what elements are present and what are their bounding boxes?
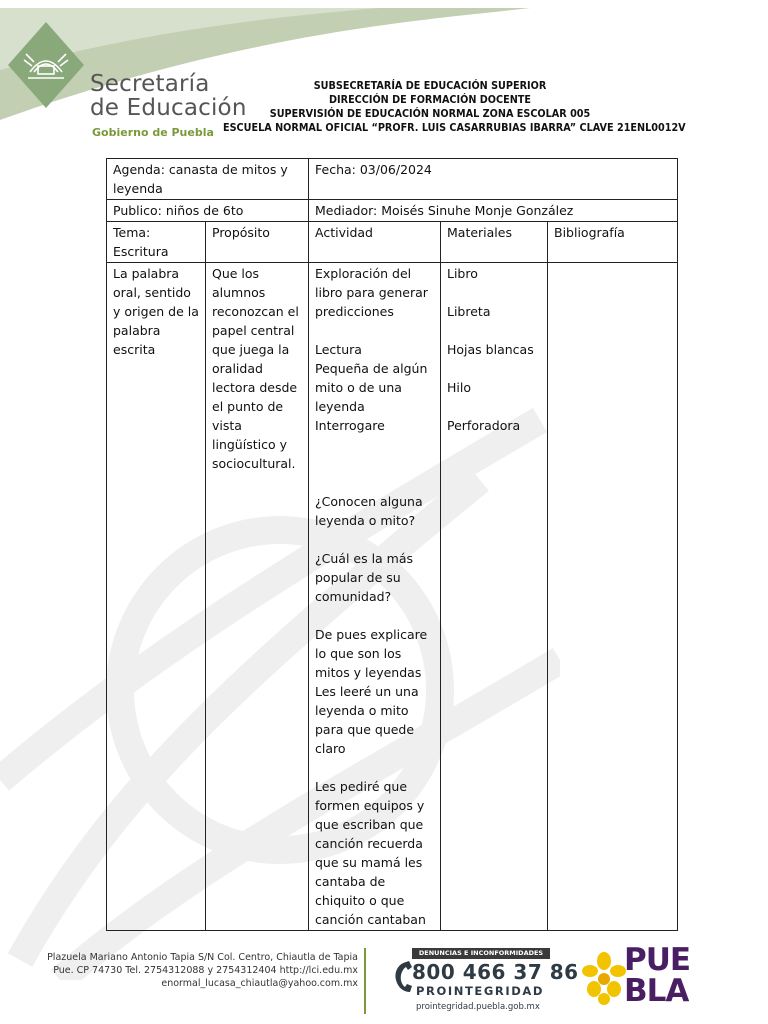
prointegridad-top-label: DENUNCIAS E INCONFORMIDADES — [412, 948, 550, 959]
proposito-text: Que los alumnos reconozcan el papel central que juega la oralidad lectora desde el punto de vista lingüístico y sociocultural. — [212, 266, 299, 471]
fecha-cell: Fecha: 03/06/2024 — [309, 159, 678, 200]
header-line-3: SUPERVISIÓN DE EDUCACIÓN NORMAL ZONA ESCOLAR 005 — [269, 108, 591, 120]
header-line-4: ESCUELA NORMAL OFICIAL “PROFR. LUIS CASARRUBIAS IBARRA” CLAVE 21ENL0012V — [223, 122, 686, 134]
footer-address: Plazuela Mariano Antonio Tapia S/N Col. Centro, Chiautla de Tapia Pue. CP 74730 Tel. 2754312088 y 2754312404 http://lci.edu.mx enormal_lucasa_chiautla@yahoo.com.mx — [47, 952, 358, 989]
tema-text: La palabra oral, sentido y origen de la palabra escrita — [113, 266, 199, 357]
puebla-wordmark — [624, 942, 691, 1009]
table-row — [107, 263, 678, 931]
puebla-wordmark-top: PUE — [624, 942, 691, 978]
secretaria-logo-icon — [6, 20, 86, 110]
puebla-wordmark-bottom: BLA — [624, 973, 689, 1009]
mediador-cell: Mediador: Moisés Sinuhe Monje González — [309, 200, 678, 222]
table-row — [107, 159, 678, 200]
puebla-logo — [580, 942, 700, 1015]
header-line-1: SUBSECRETARÍA DE EDUCACIÓN SUPERIOR — [313, 80, 547, 92]
header-line-2: DIRECCIÓN DE FORMACIÓN DOCENTE — [329, 94, 531, 106]
proposito-cell — [206, 263, 309, 931]
publico-cell: Publico: niños de 6to — [107, 200, 309, 222]
bibliografia-cell — [548, 263, 678, 931]
header-proposito: Propósito — [206, 222, 309, 263]
agenda-cell: Agenda: canasta de mitos y leyenda — [107, 159, 309, 200]
header-tema — [107, 222, 206, 263]
materiales-cell — [441, 263, 548, 931]
prointegridad-name: PROINTEGRIDAD — [416, 984, 545, 998]
secretaria-line-2: de Educación — [90, 95, 247, 121]
secretaria-line-1: Secretaría — [90, 71, 210, 97]
table-row — [107, 200, 678, 222]
footer-divider — [364, 948, 366, 1014]
phone-icon — [392, 960, 414, 994]
prointegridad-url: prointegridad.puebla.gob.mx — [416, 1002, 540, 1012]
header-bibliografia: Bibliografía — [548, 222, 678, 263]
materiales-text: Libro Libreta Hojas blancas Hilo Perforadora — [447, 266, 534, 433]
header-tema-text: Tema: Escritura — [113, 225, 169, 259]
header-actividad: Actividad — [309, 222, 441, 263]
planning-table — [106, 158, 678, 931]
prointegridad-badge — [392, 948, 579, 1018]
gobierno-puebla-label: Gobierno de Puebla — [92, 126, 214, 139]
prointegridad-phone: 800 466 37 86 — [412, 960, 579, 984]
puebla-flower-icon — [582, 951, 626, 1005]
institution-header — [205, 79, 686, 135]
actividad-cell — [309, 263, 441, 931]
actividad-text: Exploración del libro para generar predicciones Lectura Pequeña de algún mito o de una leyenda Interrogare ¿Conocen alguna leyenda o mito? ¿Cuál es la más popular de su comunidad? De pues explicare lo que son los mitos y leyendas Les leeré un una leyenda o mito para que quede claro Les pediré que formen equipos y que escriban que canción recuerda que su mamá les cantaba de chiquito o que canción cantaban — [315, 266, 428, 927]
header-materiales: Materiales — [441, 222, 548, 263]
tema-cell — [107, 263, 206, 931]
table-header-row — [107, 222, 678, 263]
